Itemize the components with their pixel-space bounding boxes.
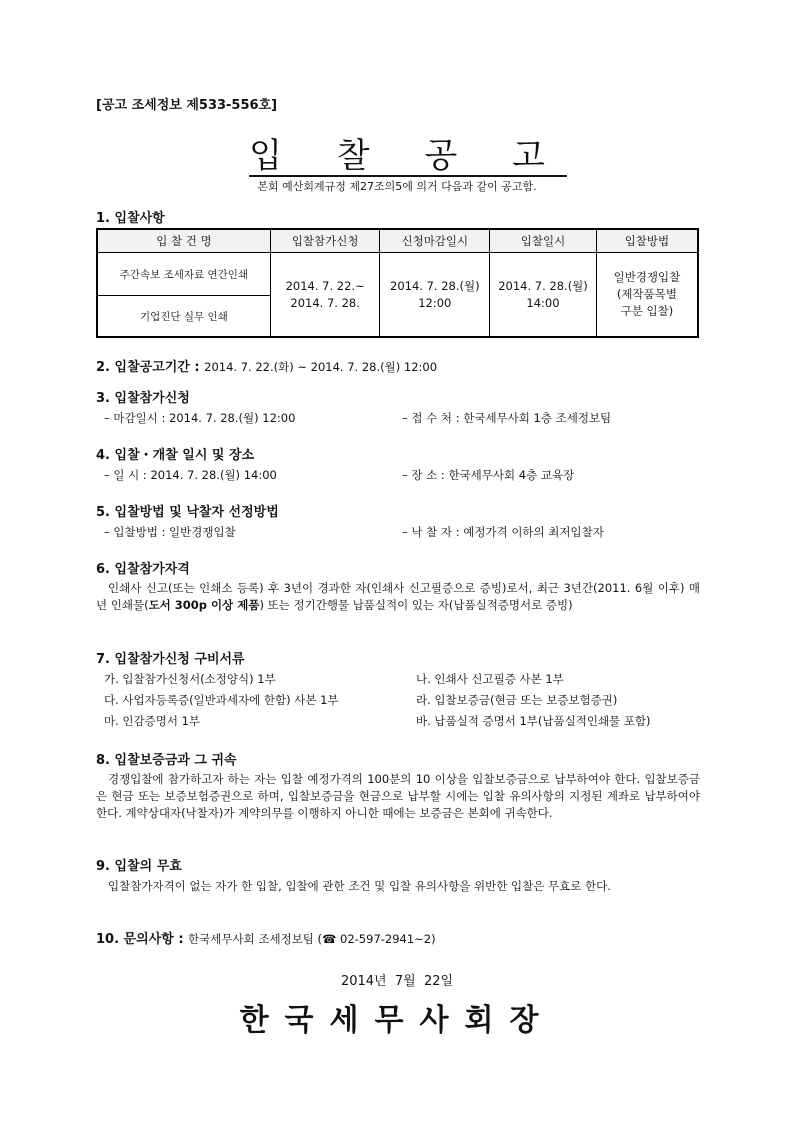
announcement-date: 2014년 7월 22일 (340, 974, 454, 989)
section-10-heading: 10. 문의사항 : (96, 932, 184, 947)
table-cell-bid-datetime: 2014. 7. 28.(월) 14:00 (490, 253, 597, 338)
section-6-heading: 6. 입찰참가자격 (96, 562, 190, 577)
notice-number: [공고 조세정보 제533-556호] (96, 98, 278, 113)
qualification-text: 인쇄사 신고(또는 인쇄소 등록) 후 3년이 경과한 자(인쇄사 신고필증으로 증빙)로서, 최근 3년간(2011. 6월 이후) 매년 인쇄물(도서 300p 이상 제품) 또는 정기간행물 납품실적이 있는 자(납품실적증명서로 증빙) (96, 581, 700, 612)
contact-info: 한국세무사회 조세정보팀 (☎ 02-597-2941~2) (188, 932, 436, 946)
table-row (97, 253, 698, 296)
section-7-heading: 7. 입찰참가신청 구비서류 (96, 652, 245, 667)
table-cell-item: 기업진단 실무 인쇄 (97, 296, 270, 338)
table-header: 입찰방법 (596, 229, 698, 253)
deposit-text: 경쟁입찰에 참가하고자 하는 자는 입찰 예정가격의 100분의 10 이상을 입찰보증금으로 납부하여야 한다. 입찰보증금은 현금 또는 보증보험증권으로 하며, 입찰보증금을 현금으로 납부할 시에는 입찰 유의사항의 지정된 계좌로 납부하여야 한다. 계약상대자(낙찰자)가 계약의무를 이행하지 아니한 때에는 보증금은 본회에 귀속한다. (96, 772, 700, 820)
announcement-period: 2014. 7. 22.(화) ~ 2014. 7. 28.(월) 12:00 (204, 360, 438, 374)
table-header: 입찰일시 (490, 229, 597, 253)
document-item: 나. 인쇄사 신고필증 사본 1부 (416, 672, 564, 686)
opening-datetime: – 일 시 : 2014. 7. 28.(월) 14:00 (104, 468, 277, 482)
section-5-heading: 5. 입찰방법 및 낙찰자 선정방법 (96, 505, 279, 520)
bid-items-table (96, 228, 699, 338)
section-2 (96, 356, 437, 375)
section-1-heading: 1. 입찰사항 (96, 211, 165, 226)
table-cell-item: 주간속보 조세자료 연간인쇄 (97, 253, 270, 296)
section-2-heading: 2. 입찰공고기간 : (96, 360, 200, 375)
apply-location: – 접 수 처 : 한국세무사회 1층 조세정보팀 (402, 411, 612, 425)
bid-method: – 입찰방법 : 일반경쟁입찰 (104, 525, 236, 539)
section-3-heading: 3. 입찰참가신청 (96, 391, 190, 406)
winner-selection: – 낙 찰 자 : 예정가격 이하의 최저입찰자 (402, 525, 604, 539)
table-header: 입찰참가신청 (270, 229, 380, 253)
document-item: 다. 사업자등록증(일반과세자에 한함) 사본 1부 (104, 693, 339, 707)
section-10 (96, 928, 436, 947)
document-title (0, 128, 794, 177)
section-9-heading: 9. 입찰의 무효 (96, 859, 182, 874)
organization-name: 한국세무사회장 (239, 1003, 555, 1038)
apply-deadline: – 마감일시 : 2014. 7. 28.(월) 12:00 (104, 411, 296, 425)
document-item: 바. 납품실적 증명서 1부(납품실적인쇄물 포함) (416, 714, 651, 728)
document-item: 라. 입찰보증금(현금 또는 보증보험증권) (416, 693, 618, 707)
section-8-heading: 8. 입찰보증금과 그 귀속 (96, 753, 237, 768)
section-4-heading: 4. 입찰・개찰 일시 및 장소 (96, 448, 255, 463)
document-item: 마. 인감증명서 1부 (104, 714, 201, 728)
table-header: 입 찰 건 명 (97, 229, 270, 253)
table-header: 신청마감일시 (380, 229, 490, 253)
invalidity-text: 입찰참가자격이 없는 자가 한 입찰, 입찰에 관한 조건 및 입찰 유의사항을 위반한 입찰은 무효로 한다. (108, 879, 611, 893)
table-cell-method: 일반경쟁입찰 (제작품목별 구분 입찰) (596, 253, 698, 338)
subtitle: 본회 예산회계규정 제27조의5에 의거 다음과 같이 공고함. (257, 180, 537, 193)
title-text: 입 찰 공 고 (249, 136, 567, 176)
table-header-row (97, 229, 698, 253)
table-cell-apply: 2014. 7. 22.~ 2014. 7. 28. (270, 253, 380, 338)
table-cell-deadline: 2014. 7. 28.(월) 12:00 (380, 253, 490, 338)
document-item: 가. 입찰참가신청서(소정양식) 1부 (104, 672, 276, 686)
opening-location: – 장 소 : 한국세무사회 4층 교육장 (402, 468, 575, 482)
